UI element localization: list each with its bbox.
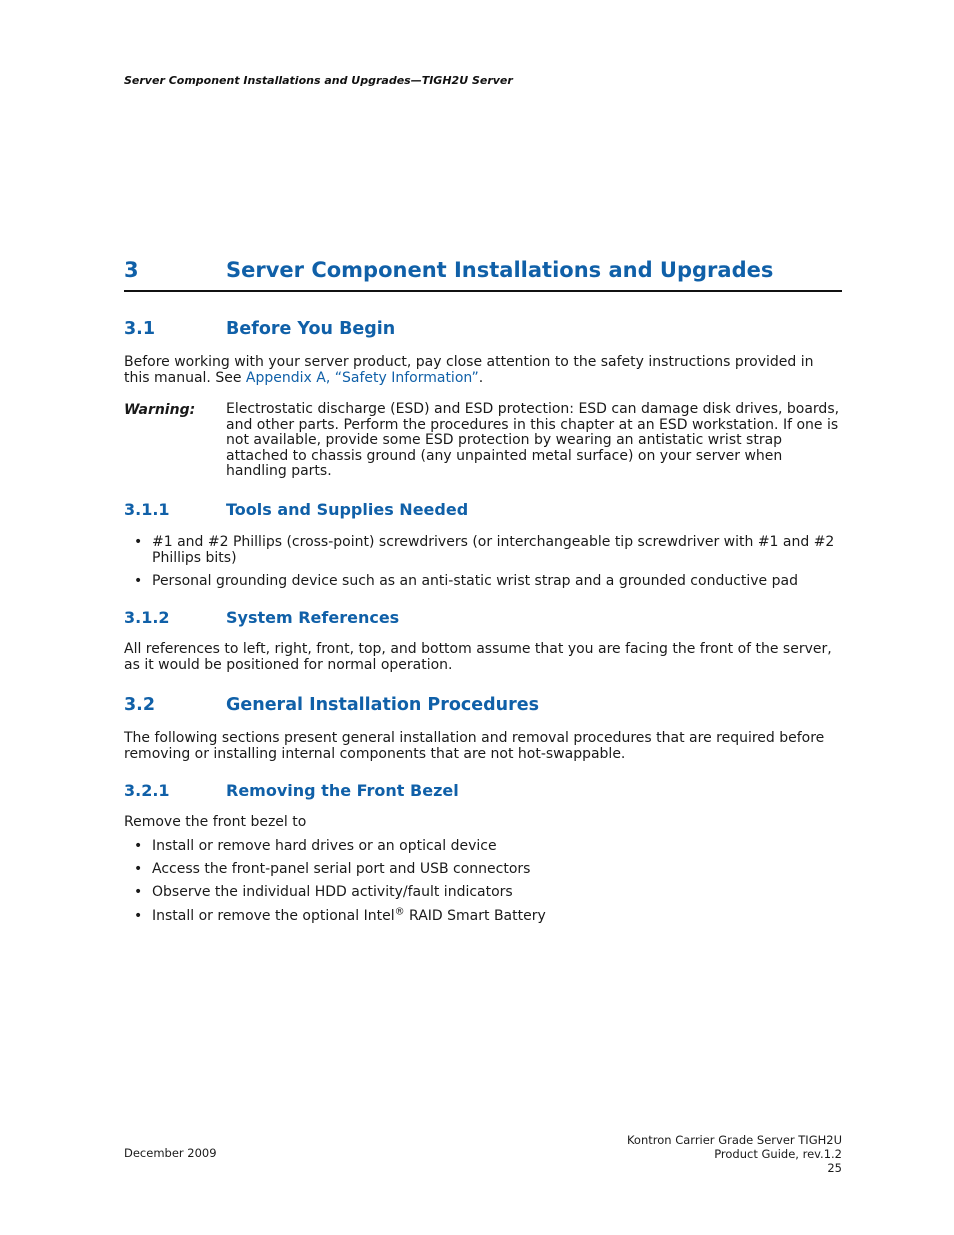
footer-product-name: Kontron Carrier Grade Server TIGH2U <box>626 1133 842 1147</box>
appendix-a-link[interactable]: Appendix A, “Safety Information” <box>245 370 479 386</box>
chapter-heading <box>124 256 842 292</box>
general-procedures-paragraph: The following sections present general installation and removal procedures that are required before removing or installing internal components that are not hot-swappable. <box>124 730 825 762</box>
bullet-dot: • <box>134 573 143 589</box>
list-item <box>124 534 842 566</box>
section-title: System References <box>226 608 400 627</box>
footer-product-info <box>627 1133 842 1175</box>
list-item <box>124 861 842 877</box>
warning-text: Electrostatic discharge (ESD) and ESD protection: ESD can damage disk drives, boards, and other parts. Perform the procedures in this chapter at an ESD workstation. If one is not available, provide some ESD protection by wearing an antistatic wrist strap attached to chassis ground (any unpainted metal surface) on your server when handling parts. <box>226 401 840 479</box>
warning-label: Warning: <box>124 402 196 418</box>
section-heading-3-1-2 <box>124 608 842 632</box>
section-number: 3.1.2 <box>124 608 170 627</box>
bullet-dot: • <box>134 838 143 854</box>
system-references-paragraph: All references to left, right, front, top, and bottom assume that you are facing the front of the server, as it would be positioned for normal operation. <box>124 641 832 673</box>
section-title: Before You Begin <box>226 319 396 339</box>
list-item-text: Personal grounding device such as an anti-static wrist strap and a grounded conductive pad <box>152 573 798 589</box>
section-heading-3-2-1 <box>124 781 842 805</box>
chapter-number: 3 <box>124 258 139 282</box>
list-item-text: Observe the individual HDD activity/fault indicators <box>152 884 513 900</box>
before-you-begin-paragraph <box>124 354 842 386</box>
section-heading-3-1-1 <box>124 500 842 524</box>
tools-list <box>124 534 842 589</box>
section-title: General Installation Procedures <box>226 695 540 715</box>
section-number: 3.1.1 <box>124 500 170 519</box>
chapter-title: Server Component Installations and Upgrades <box>226 258 774 282</box>
section-number: 3.2.1 <box>124 781 170 800</box>
bullet-dot: • <box>134 861 143 877</box>
bullet-dot: • <box>134 908 143 924</box>
bezel-intro: Remove the front bezel to <box>124 814 307 830</box>
section-heading-3-1 <box>124 319 842 343</box>
list-item <box>124 908 842 924</box>
bullet-dot: • <box>134 534 143 550</box>
list-item-text: #1 and #2 Phillips (cross-point) screwdrivers (or interchangeable tip screwdriver with #1 and #2 Phillips bits) <box>152 534 835 566</box>
list-item <box>124 573 842 589</box>
page-number: 25 <box>827 1161 842 1175</box>
running-header: Server Component Installations and Upgrades—TIGH2U Server <box>124 74 513 87</box>
footer-date: December 2009 <box>124 1146 217 1160</box>
section-heading-3-2 <box>124 695 842 719</box>
list-item-text: Access the front-panel serial port and USB connectors <box>152 861 531 877</box>
section-number: 3.1 <box>124 319 156 339</box>
bullet-dot: • <box>134 884 143 900</box>
bezel-reasons-list <box>124 838 842 924</box>
paragraph-end: . <box>478 370 484 386</box>
section-title: Tools and Supplies Needed <box>226 500 469 519</box>
section-title: Removing the Front Bezel <box>226 781 459 800</box>
list-item <box>124 838 842 854</box>
registered-mark: ® <box>394 906 405 918</box>
list-item-text: Install or remove the optional Intel <box>152 908 395 924</box>
list-item-text: Install or remove hard drives or an optical device <box>152 838 497 854</box>
paragraph-text: Before working with your server product, pay close attention to the safety instructions provided in this manual. See <box>124 354 814 386</box>
footer-guide-revision: Product Guide, rev.1.2 <box>714 1147 842 1161</box>
list-item <box>124 884 842 900</box>
section-number: 3.2 <box>124 695 156 715</box>
list-item-text-end: RAID Smart Battery <box>404 908 546 924</box>
